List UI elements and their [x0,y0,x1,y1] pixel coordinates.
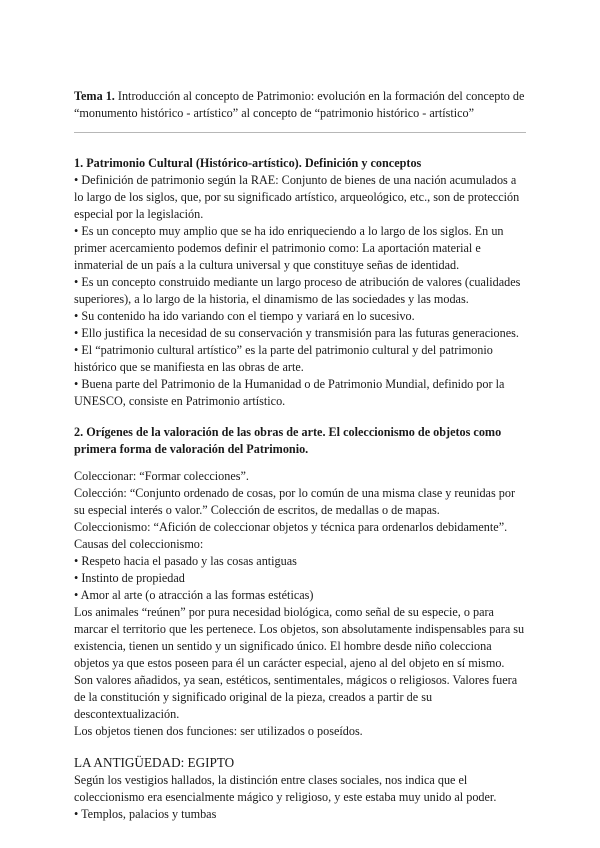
spacer [74,740,526,754]
page-content [74,88,526,823]
list-item: • Ello justifica la necesidad de su conservación y transmisión para las futuras generaciones. [74,326,519,340]
section-2-heading: 2. Orígenes de la valoración de las obras de arte. El coleccionismo de objetos como primera forma de valoración del Patrimonio. [74,425,502,456]
paragraph: Coleccionismo: “Afición de coleccionar objetos y técnica para ordenarlos debidamente”. [74,520,508,534]
egipto-heading: LA ANTIGÜEDAD: EGIPTO [74,755,235,770]
paragraph: Colección: “Conjunto ordenado de cosas, por lo común de una misma clase y reunidas por su especial interés o valor.” Colección de escritos, de medallas o de mapas. [74,486,516,517]
horizontal-divider [74,132,526,133]
list-item: • Instinto de propiedad [74,571,185,585]
paragraph: Los objetos tienen dos funciones: ser utilizados o poseídos. [74,724,363,738]
list-item: • Amor al arte (o atracción a las formas estéticas) [74,588,314,602]
list-item: • Respeto hacia el pasado y las cosas antiguas [74,554,297,568]
section-egipto [74,754,526,823]
list-item: • Buena parte del Patrimonio de la Humanidad o de Patrimonio Mundial, definido por la UNESCO, consiste en Patrimonio artístico. [74,377,505,408]
list-item: • Es un concepto construido mediante un largo proceso de atribución de valores (cualidades superiores), a lo largo de la historia, el dinamismo de las sociedades y las modas. [74,275,521,306]
paragraph: Coleccionar: “Formar colecciones”. [74,469,249,483]
topic-title [74,88,526,122]
list-item: • Su contenido ha ido variando con el tiempo y variará en lo sucesivo. [74,309,415,323]
paragraph: Causas del coleccionismo: [74,537,204,551]
paragraph: Los animales “reúnen” por pura necesidad biológica, como señal de su especie, o para marcar el territorio que les pertenece. Los objetos, son absolutamente indispensables para su existencia, tienen un sentido y un significado único. El hombre desde niño colecciona objetos ya que estos poseen para él un carácter especial, ajeno al del objeto en sí mismo. Son valores añadidos, ya sean, estéticos, sentimentales, mágicos o religiosos. Valores fuera de la constitución y significado original de la pieza, creados a partir de su descontextualización. [74,605,525,721]
list-item: • Es un concepto muy amplio que se ha ido enriqueciendo a lo largo de los siglos. En un primer acercamiento podemos definir el patrimonio como: La aportación material e inmaterial de un país a la cultura universal y que constituye señas de identidad. [74,224,504,272]
topic-text: Introducción al concepto de Patrimonio: evolución en la formación del concepto de “monumento histórico - artístico” al concepto de “patrimonio histórico - artístico” [74,89,525,120]
paragraph: Según los vestigios hallados, la distinción entre clases sociales, nos indica que el coleccionismo era esencialmente mágico y religioso, y este estaba muy unido al poder. [74,773,497,804]
list-item: • El “patrimonio cultural artístico” es la parte del patrimonio cultural y del patrimonio histórico que se manifiesta en las obras de arte. [74,343,493,374]
spacer [74,458,526,468]
section-1-heading: 1. Patrimonio Cultural (Histórico-artístico). Definición y conceptos [74,156,422,170]
section-patrimonio-cultural [74,155,526,410]
section-origenes [74,424,526,740]
list-item: • Templos, palacios y tumbas [74,807,217,821]
topic-number: Tema 1. [74,89,115,103]
list-item: • Definición de patrimonio según la RAE: Conjunto de bienes de una nación acumulados a lo largo de los siglos, que, por su significado artístico, arqueológico, etc., son de protección especial por la legislación. [74,173,520,221]
